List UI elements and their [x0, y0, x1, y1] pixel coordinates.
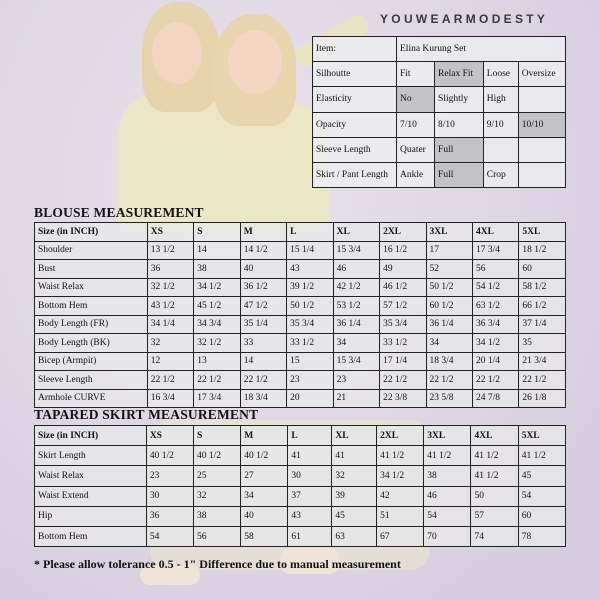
table-cell: 50 1/2 [287, 297, 333, 316]
table-cell: 35 1/4 [240, 315, 286, 334]
table-cell: 35 3/4 [287, 315, 333, 334]
table-cell: 56 [194, 526, 241, 546]
table-cell: 51 [377, 506, 424, 526]
table-header-row [35, 426, 566, 446]
table-cell: 14 1/2 [240, 241, 286, 260]
table-row [35, 486, 566, 506]
info-value: Slightly [435, 87, 484, 112]
column-header: XS [146, 426, 193, 446]
row-label: Bottom Hem [35, 297, 148, 316]
table-cell: 41 1/2 [377, 446, 424, 466]
table-cell: 43 1/2 [147, 297, 193, 316]
table-cell: 56 [472, 260, 518, 279]
table-cell: 13 [194, 352, 240, 371]
info-row [313, 62, 566, 87]
info-value [518, 87, 565, 112]
table-cell: 18 3/4 [240, 389, 286, 408]
info-value: Full [435, 137, 484, 162]
table-cell: 27 [241, 466, 288, 486]
table-cell: 34 1/4 [147, 315, 193, 334]
table-cell: 40 [241, 506, 288, 526]
table-cell: 34 [333, 334, 379, 353]
table-cell: 41 1/2 [471, 446, 518, 466]
table-cell: 54 1/2 [472, 278, 518, 297]
table-cell: 78 [518, 526, 565, 546]
info-value: Ankle [397, 162, 435, 187]
info-label: Skirt / Pant Length [313, 162, 397, 187]
table-row [35, 297, 566, 316]
column-header: Size (in INCH) [35, 223, 148, 242]
table-cell: 41 1/2 [518, 446, 565, 466]
table-cell: 34 1/2 [472, 334, 518, 353]
table-cell: 22 1/2 [240, 371, 286, 390]
brand-logo: YOUWEARMODESTY [380, 12, 549, 26]
row-label: Bust [35, 260, 148, 279]
table-cell: 58 [241, 526, 288, 546]
table-cell: 57 1/2 [380, 297, 426, 316]
table-cell: 54 [146, 526, 193, 546]
table-cell: 23 [287, 371, 333, 390]
column-header: XS [147, 223, 193, 242]
info-value: Fit [397, 62, 435, 87]
table-cell: 58 1/2 [519, 278, 566, 297]
column-header: 4XL [472, 223, 518, 242]
table-cell: 36 1/2 [240, 278, 286, 297]
table-cell: 17 3/4 [472, 241, 518, 260]
table-cell: 60 [519, 260, 566, 279]
table-cell: 25 [194, 466, 241, 486]
info-row [313, 87, 566, 112]
table-row [35, 315, 566, 334]
info-value: No [397, 87, 435, 112]
table-row [35, 334, 566, 353]
table-cell: 35 3/4 [380, 315, 426, 334]
table-cell: 13 1/2 [147, 241, 193, 260]
table-cell: 50 1/2 [426, 278, 472, 297]
table-cell: 38 [424, 466, 471, 486]
table-cell: 40 [240, 260, 286, 279]
table-cell: 36 [146, 506, 193, 526]
table-cell: 34 1/2 [377, 466, 424, 486]
table-cell: 17 [426, 241, 472, 260]
table-cell: 49 [380, 260, 426, 279]
table-cell: 63 1/2 [472, 297, 518, 316]
table-cell: 17 3/4 [194, 389, 240, 408]
info-value: Relax Fit [435, 62, 484, 87]
table-cell: 38 [194, 506, 241, 526]
blouse-measurement-table [34, 222, 566, 408]
table-cell: 57 [471, 506, 518, 526]
row-label: Bottom Hem [35, 526, 147, 546]
table-row [35, 446, 566, 466]
column-header: L [287, 223, 333, 242]
info-value: Oversize [518, 62, 565, 87]
column-header: S [194, 426, 241, 446]
model-right-face [228, 30, 282, 94]
model-left-face [152, 22, 202, 84]
table-cell: 34 [426, 334, 472, 353]
table-row [35, 352, 566, 371]
table-cell: 47 1/2 [240, 297, 286, 316]
column-header: S [194, 223, 240, 242]
table-cell: 14 [240, 352, 286, 371]
table-cell: 21 [333, 389, 379, 408]
row-label: Waist Extend [35, 486, 147, 506]
table-cell: 45 1/2 [194, 297, 240, 316]
info-value: 7/10 [397, 112, 435, 137]
column-header: 5XL [519, 223, 566, 242]
row-label: Body Length (FR) [35, 315, 148, 334]
table-cell: 41 [288, 446, 332, 466]
table-cell: 37 [288, 486, 332, 506]
info-row [313, 162, 566, 187]
table-cell: 53 1/2 [333, 297, 379, 316]
column-header: L [288, 426, 332, 446]
info-value: 10/10 [518, 112, 565, 137]
table-cell: 52 [426, 260, 472, 279]
table-cell: 35 [519, 334, 566, 353]
table-cell: 60 1/2 [426, 297, 472, 316]
row-label: Armhole CURVE [35, 389, 148, 408]
table-row [35, 389, 566, 408]
table-cell: 46 [424, 486, 471, 506]
info-value: Quater [397, 137, 435, 162]
table-cell: 33 1/2 [380, 334, 426, 353]
table-cell: 30 [146, 486, 193, 506]
column-header: 2XL [380, 223, 426, 242]
table-cell: 38 [194, 260, 240, 279]
blouse-section-title: BLOUSE MEASUREMENT [34, 205, 204, 220]
row-label: Body Length (BK) [35, 334, 148, 353]
table-cell: 33 [240, 334, 286, 353]
table-cell: 43 [288, 506, 332, 526]
table-row [35, 278, 566, 297]
table-row [35, 241, 566, 260]
info-row [313, 37, 566, 62]
table-cell: 22 1/2 [194, 371, 240, 390]
table-cell: 32 [194, 486, 241, 506]
table-cell: 42 1/2 [333, 278, 379, 297]
table-cell: 70 [424, 526, 471, 546]
table-cell: 18 3/4 [426, 352, 472, 371]
table-row [35, 371, 566, 390]
table-cell: 36 [147, 260, 193, 279]
table-cell: 41 [332, 446, 377, 466]
column-header: XL [332, 426, 377, 446]
info-label: Silhoutte [313, 62, 397, 87]
info-label: Sleeve Length [313, 137, 397, 162]
info-value [483, 137, 518, 162]
table-cell: 22 1/2 [426, 371, 472, 390]
column-header: 4XL [471, 426, 518, 446]
column-header: 3XL [424, 426, 471, 446]
info-value: 9/10 [483, 112, 518, 137]
table-cell: 18 1/2 [519, 241, 566, 260]
table-cell: 67 [377, 526, 424, 546]
row-label: Shoulder [35, 241, 148, 260]
table-row [35, 506, 566, 526]
info-value: 8/10 [435, 112, 484, 137]
table-row [35, 526, 566, 546]
table-cell: 41 1/2 [471, 466, 518, 486]
table-cell: 16 1/2 [380, 241, 426, 260]
table-cell: 15 3/4 [333, 352, 379, 371]
table-cell: 39 [332, 486, 377, 506]
table-cell: 16 3/4 [147, 389, 193, 408]
table-cell: 15 1/4 [287, 241, 333, 260]
column-header: 3XL [426, 223, 472, 242]
table-cell: 15 3/4 [333, 241, 379, 260]
column-header: XL [333, 223, 379, 242]
tolerance-note: * Please allow tolerance 0.5 - 1" Difference due to manual measurement [34, 557, 401, 571]
column-header: 2XL [377, 426, 424, 446]
table-cell: 36 1/4 [426, 315, 472, 334]
table-cell: 17 1/4 [380, 352, 426, 371]
table-header-row [35, 223, 566, 242]
table-cell: 54 [424, 506, 471, 526]
info-value: High [483, 87, 518, 112]
table-cell: 34 3/4 [194, 315, 240, 334]
column-header: M [240, 223, 286, 242]
info-value [518, 137, 565, 162]
table-cell: 50 [471, 486, 518, 506]
skirt-measurement-table [34, 425, 566, 547]
info-value: Elina Kurung Set [397, 37, 566, 62]
table-cell: 23 5/8 [426, 389, 472, 408]
table-cell: 40 1/2 [146, 446, 193, 466]
table-cell: 45 [332, 506, 377, 526]
table-cell: 22 3/8 [380, 389, 426, 408]
table-cell: 22 1/2 [472, 371, 518, 390]
row-label: Hip [35, 506, 147, 526]
info-row [313, 112, 566, 137]
table-cell: 74 [471, 526, 518, 546]
table-cell: 45 [518, 466, 565, 486]
table-cell: 33 1/2 [287, 334, 333, 353]
table-cell: 23 [333, 371, 379, 390]
table-cell: 34 [241, 486, 288, 506]
row-label: Waist Relax [35, 466, 147, 486]
table-cell: 40 1/2 [194, 446, 241, 466]
column-header: M [241, 426, 288, 446]
table-cell: 26 1/8 [519, 389, 566, 408]
table-cell: 32 1/2 [194, 334, 240, 353]
table-cell: 32 [332, 466, 377, 486]
table-cell: 37 1/4 [519, 315, 566, 334]
info-value: Full [435, 162, 484, 187]
row-label: Skirt Length [35, 446, 147, 466]
table-row [35, 466, 566, 486]
table-cell: 39 1/2 [287, 278, 333, 297]
table-cell: 22 1/2 [147, 371, 193, 390]
table-row [35, 260, 566, 279]
table-cell: 66 1/2 [519, 297, 566, 316]
info-row [313, 137, 566, 162]
row-label: Bicep (Armpit) [35, 352, 148, 371]
table-cell: 36 1/4 [333, 315, 379, 334]
table-cell: 46 [333, 260, 379, 279]
table-cell: 23 [146, 466, 193, 486]
table-cell: 30 [288, 466, 332, 486]
skirt-section-title: TAPARED SKIRT MEASUREMENT [34, 407, 259, 422]
table-cell: 54 [518, 486, 565, 506]
table-cell: 46 1/2 [380, 278, 426, 297]
table-cell: 36 3/4 [472, 315, 518, 334]
table-cell: 43 [287, 260, 333, 279]
column-header: 5XL [518, 426, 565, 446]
row-label: Waist Relax [35, 278, 148, 297]
product-info-table [312, 36, 566, 188]
info-label: Elasticity [313, 87, 397, 112]
info-value: Loose [483, 62, 518, 87]
column-header: Size (in INCH) [35, 426, 147, 446]
table-cell: 42 [377, 486, 424, 506]
table-cell: 20 [287, 389, 333, 408]
table-cell: 61 [288, 526, 332, 546]
table-cell: 14 [194, 241, 240, 260]
table-cell: 12 [147, 352, 193, 371]
table-cell: 32 1/2 [147, 278, 193, 297]
table-cell: 60 [518, 506, 565, 526]
table-cell: 15 [287, 352, 333, 371]
table-cell: 32 [147, 334, 193, 353]
table-cell: 21 3/4 [519, 352, 566, 371]
info-label: Opacity [313, 112, 397, 137]
row-label: Sleeve Length [35, 371, 148, 390]
table-cell: 22 1/2 [519, 371, 566, 390]
table-cell: 24 7/8 [472, 389, 518, 408]
table-cell: 20 1/4 [472, 352, 518, 371]
info-value [518, 162, 565, 187]
table-cell: 63 [332, 526, 377, 546]
table-cell: 41 1/2 [424, 446, 471, 466]
table-cell: 34 1/2 [194, 278, 240, 297]
info-label: Item: [313, 37, 397, 62]
info-value: Crop [483, 162, 518, 187]
table-cell: 40 1/2 [241, 446, 288, 466]
table-cell: 22 1/2 [380, 371, 426, 390]
